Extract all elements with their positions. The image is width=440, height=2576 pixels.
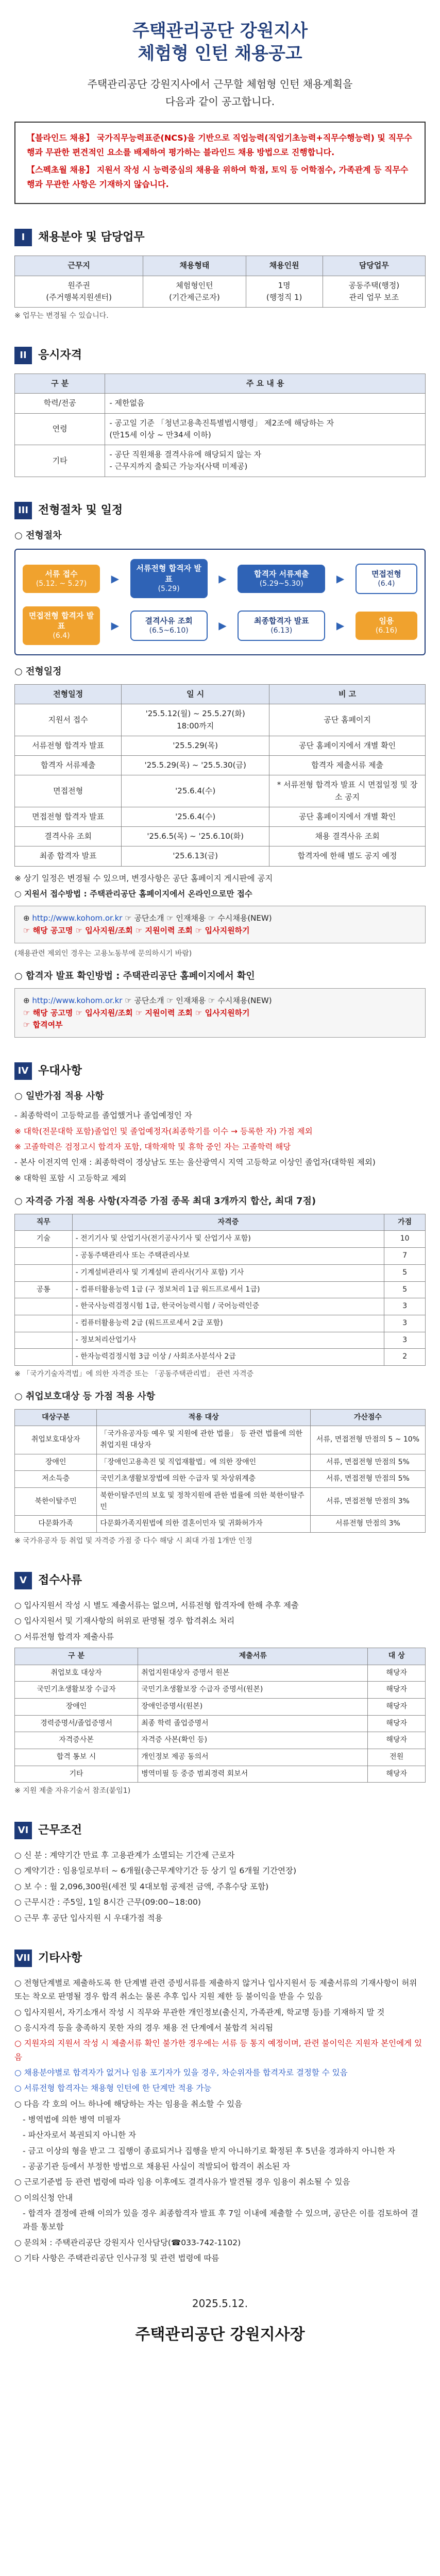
table-cell: 북한이탈주민 <box>15 1487 97 1515</box>
table-row <box>15 1426 426 1454</box>
table-row <box>15 1766 426 1783</box>
table-cell: 개인정보 제공 동의서 <box>138 1749 368 1766</box>
apply-path: ☞ 공단소개 ☞ 인재채용 ☞ 수시채용(NEW) <box>125 913 272 923</box>
list-item: ※ 대학원 포함 시 고등학교 제외 <box>14 1173 127 1183</box>
process-row-2 <box>23 606 417 645</box>
step-date: (6.5~6.10) <box>149 626 189 635</box>
table-cell: 3 <box>384 1298 426 1315</box>
documents-note: ※ 지원 제출 자유기술서 참조(붙임1) <box>14 1787 131 1795</box>
table-row <box>15 736 426 755</box>
table-cell: - 공단 직원채용 결격사유에 해당되지 않는 자 - 근무지까지 출퇴근 가능자(사택 미제공) <box>105 445 426 477</box>
table-cell: 서류, 면접전형 만점의 3% <box>310 1487 425 1515</box>
etc-list <box>14 1976 426 2265</box>
section-5-title: 접수사류 <box>38 1573 82 1587</box>
table-cell: '25.5.29(목) ~ '25.5.30(금) <box>122 756 269 775</box>
section-2-title: 응시자격 <box>38 348 82 362</box>
position-table <box>14 256 426 308</box>
table-row <box>15 1332 426 1349</box>
schedule-heading: ○ 전형일정 <box>14 666 62 677</box>
table-cell: - 정보처리산업기사 <box>72 1332 384 1349</box>
step-appointment <box>356 612 417 640</box>
step-date: (5.29~5.30) <box>259 579 303 588</box>
step-document-result <box>130 559 208 598</box>
table-cell: 병역미필 등 중증 범죄경력 회보서 <box>138 1766 368 1783</box>
section-1-number: I <box>14 229 32 246</box>
table-cell: - 컴퓨터활용능력 1급 (구 정보처리 1급 워드프로세서 1급) <box>72 1281 384 1298</box>
step-interview-result <box>23 606 100 645</box>
step-final-result <box>238 611 325 641</box>
table-header: 채용형태 <box>143 256 246 276</box>
list-item: ○ 입사지원서 및 기재사항의 허위로 판명될 경우 합격취소 처리 <box>14 1616 235 1626</box>
table-row <box>15 807 426 826</box>
list-item: ※ 대학(전문대학 포함)졸업인 및 졸업예정자(최종학기를 이수 → 등록한 자) 가점 제외 <box>14 1126 313 1136</box>
process-row-1 <box>23 559 417 598</box>
table-row <box>15 1698 426 1715</box>
step-label: 최종합격자 발표 <box>253 616 309 625</box>
protection-heading: ○ 취업보호대상 등 가점 적용 사항 <box>14 1391 156 1402</box>
process-flow <box>14 549 426 655</box>
documents-table <box>14 1648 426 1783</box>
table-cell: 경력증명서/졸업증명서 <box>15 1715 138 1732</box>
table-cell: 지원서 접수 <box>15 704 122 736</box>
table-cell: 장애인 <box>15 1698 138 1715</box>
list-item: - 파산자로서 복권되지 아니한 자 <box>23 2130 136 2140</box>
table-cell: 국민기초생활보장법에 의한 수급자 및 차상위계층 <box>97 1471 310 1488</box>
table-header: 주 요 내 용 <box>105 374 426 394</box>
table-cell: 해당자 <box>368 1732 426 1749</box>
section-4-title: 우대사항 <box>38 1064 82 1078</box>
section-4-header <box>14 1062 426 1080</box>
table-cell: 장애인증명서(원본) <box>138 1698 368 1715</box>
arrow-right-icon: ▶ <box>336 572 345 585</box>
table-cell: 해당자 <box>368 1682 426 1699</box>
link-note: (채용관련 제외인 경우는 고용노동부에 문의하시기 바람) <box>14 949 192 958</box>
subtitle-line-2: 다음과 같이 공고합니다. <box>165 95 275 108</box>
step-date: (5.29) <box>158 584 180 593</box>
section-1-header <box>14 229 426 246</box>
table-row <box>15 704 426 736</box>
step-date: (6.13) <box>270 626 293 635</box>
table-cell: - 공동주택관리사 또는 주택관리사보 <box>72 1248 384 1265</box>
section-5-number: V <box>14 1572 32 1589</box>
table-cell: 공통 <box>15 1281 73 1298</box>
process-heading: ○ 전형절차 <box>14 530 62 541</box>
protection-table <box>14 1409 426 1533</box>
table-row <box>15 846 426 866</box>
table-row <box>15 276 426 308</box>
table-row <box>15 1749 426 1766</box>
step-date: (6.4) <box>53 632 70 640</box>
table-cell: 면접전형 합격자 발표 <box>15 807 122 826</box>
section-3-header <box>14 502 426 519</box>
table-cell: 서류, 면접전형 만점의 5 ~ 10% <box>310 1426 425 1454</box>
table-row <box>15 775 426 807</box>
list-item: ○ 신 분 : 계약기간 만료 후 고용관계가 소멸되는 기간제 근로자 <box>14 1851 235 1860</box>
section-7-title: 기타사항 <box>38 1951 82 1964</box>
table-cell: 체험형인턴 (기간제근로자) <box>143 276 246 308</box>
list-item: ○ 전형단계별로 제출하도록 한 단계별 관련 증빙서류를 제출하지 않거나 입사지원서 등 제출서류의 기재사항이 허위 또는 착오로 판명될 경우 합격 취소는 물론 추후 입사 지원 제한 등 불이익을 받을 수 있음 <box>14 1978 417 2002</box>
globe-icon: ⊕ <box>23 913 32 923</box>
table-row <box>15 756 426 775</box>
table-cell: 최종 학력 졸업증명서 <box>138 1715 368 1732</box>
list-item: ○ 지원자의 지원서 작성 시 제출서류 확인 불가한 경우에는 서류 등 통지 예정이며, 관련 불이익은 지원자 본인에게 있음 <box>14 2039 422 2062</box>
step-document-submit <box>238 565 325 593</box>
table-cell: 공단 홈페이지에서 개별 확인 <box>269 736 426 755</box>
table-header: 담당업무 <box>323 256 425 276</box>
table-cell: 「국가유공자등 예우 및 지원에 관한 법률」 등 관련 법률에 의한 취업지원 대상자 <box>97 1426 310 1454</box>
table-cell <box>15 1349 73 1366</box>
section-7-header <box>14 1950 426 1967</box>
apply-path-2: ☞ 해당 공고명 ☞ 입사지원/조회 ☞ 지원이력 조회 ☞ 입사지원하기 <box>23 925 250 935</box>
arrow-right-icon: ▶ <box>218 619 227 632</box>
table-cell <box>15 1298 73 1315</box>
table-cell: 면접전형 <box>15 775 122 807</box>
table-cell: 최종 합격자 발표 <box>15 846 122 866</box>
documents-list <box>14 1599 426 1643</box>
table-cell: 학력/전공 <box>15 394 105 413</box>
table-row <box>15 1665 426 1682</box>
table-cell: '25.5.29(목) <box>122 736 269 755</box>
table-cell: 해당자 <box>368 1766 426 1783</box>
list-item: ○ 기타 사항은 주택관리공단 인사규정 및 관련 법령에 따름 <box>14 2253 219 2263</box>
apply-link-box <box>14 906 426 943</box>
issuer-name: 주택관리공단 강원지사장 <box>135 2326 305 2344</box>
table-cell <box>15 1315 73 1332</box>
table-cell: 기타 <box>15 445 105 477</box>
section-6-number: VI <box>14 1822 32 1839</box>
arrow-right-icon: ▶ <box>111 572 120 585</box>
table-header: 근무지 <box>15 256 143 276</box>
table-row <box>15 1281 426 1298</box>
table-row <box>15 1264 426 1281</box>
list-item: ○ 입사지원서 작성 시 별도 제출서류는 없으며, 서류전형 합격자에 한해 추후 제출 <box>14 1600 299 1610</box>
step-label: 결격사유 조회 <box>145 616 193 625</box>
list-item: ○ 문의처 : 주택관리공단 강원지사 인사담당(☎033-742-1102) <box>14 2238 241 2247</box>
table-cell: 취업보호대상자 <box>15 1426 97 1454</box>
table-cell: 전원 <box>368 1749 426 1766</box>
section-2-header <box>14 347 426 364</box>
list-item: ○ 입사지원서, 자기소개서 작성 시 직무와 무관한 개인정보(출신지, 가족관계, 학교명 등)를 기재하지 말 것 <box>14 2007 385 2017</box>
table-cell: 기술 <box>15 1231 73 1248</box>
section-2-number: II <box>14 347 32 364</box>
table-row <box>15 1454 426 1471</box>
table-row <box>15 1487 426 1515</box>
section-1-note: ※ 업무는 변경될 수 있습니다. <box>14 312 109 320</box>
main-title: 체험형 인턴 채용공고 <box>138 43 302 64</box>
table-cell: 국민기초생활보장 수급자 증명서(원본) <box>138 1682 368 1699</box>
table-cell: - 제한없음 <box>105 394 426 413</box>
table-row <box>15 445 426 477</box>
table-row <box>15 1682 426 1699</box>
table-cell: 서류, 면접전형 만점의 5% <box>310 1454 425 1471</box>
table-cell: 저소득층 <box>15 1471 97 1488</box>
table-cell: '25.6.5(목) ~ '25.6.10(화) <box>122 827 269 846</box>
list-item: ○ 계약기간 : 임용일로부터 ~ 6개월(충근무계약기간 등 상기 일 6개월 기간연장) <box>14 1866 297 1876</box>
table-row <box>15 1248 426 1265</box>
table-cell: 공단 홈페이지에서 개별 확인 <box>269 807 426 826</box>
table-cell: '25.6.13(금) <box>122 846 269 866</box>
table-cell <box>15 1264 73 1281</box>
table-cell: - 컴퓨터활용능력 2급 (워드프로세서 2급 포함) <box>72 1315 384 1332</box>
table-cell: 「장애인고용촉진 및 직업재활법」에 의한 장애인 <box>97 1454 310 1471</box>
table-cell: 장애인 <box>15 1454 97 1471</box>
table-cell: 10 <box>384 1231 426 1248</box>
table-cell: '25.5.12(월) ~ 25.5.27(화) 18:00까지 <box>122 704 269 736</box>
list-item: - 공공기관 등에서 부정한 방법으로 채용된 사실이 적발되어 합격이 취소된 자 <box>23 2162 291 2172</box>
table-header: 적용 대상 <box>97 1409 310 1426</box>
table-row <box>15 1471 426 1488</box>
table-cell: 5 <box>384 1264 426 1281</box>
table-cell: 해당자 <box>368 1715 426 1732</box>
table-header: 채용인원 <box>246 256 323 276</box>
conditions-list <box>14 1849 426 1925</box>
section-6-title: 근무조건 <box>38 1824 82 1837</box>
step-label: 면접전형 <box>371 569 401 579</box>
confirm-path: ☞ 공단소개 ☞ 인재채용 ☞ 수시채용(NEW) <box>125 996 272 1006</box>
table-cell <box>15 1332 73 1349</box>
table-cell: 자격증사본 <box>15 1732 138 1749</box>
table-row <box>15 1715 426 1732</box>
section-7-number: VII <box>14 1950 32 1967</box>
list-item: ○ 다음 각 호의 어느 하나에 해당하는 자는 임용을 취소할 수 있음 <box>14 2099 243 2109</box>
table-header: 비 고 <box>269 685 426 704</box>
table-header: 전형일정 <box>15 685 122 704</box>
general-bonus-heading: ○ 일반가점 적용 사항 <box>14 1091 104 1102</box>
org-title: 주택관리공단 강원지사 <box>132 21 308 41</box>
table-row <box>15 394 426 413</box>
arrow-right-icon: ▶ <box>218 572 227 585</box>
confirm-heading: ○ 합격자 발표 확인방법 : 주택관리공단 홈페이지에서 확인 <box>14 970 255 981</box>
table-row <box>15 413 426 445</box>
table-cell: - 한자능력검정시험 3급 이상 / 사회조사분석사 2급 <box>72 1349 384 1366</box>
table-cell: 3 <box>384 1332 426 1349</box>
table-cell: 채용 결격사유 조회 <box>269 827 426 846</box>
protection-note: ※ 국가유공자 등 취업 및 자격증 가점 중 다수 해당 시 최대 가점 1개만 인정 <box>14 1537 252 1546</box>
table-cell: 2 <box>384 1349 426 1366</box>
table-cell: 1명 (행정직 1) <box>246 276 323 308</box>
title-block <box>14 0 426 65</box>
table-cell: 국민기초생활보장 수급자 <box>15 1682 138 1699</box>
qualification-table <box>14 374 426 477</box>
table-cell: 공동주택(행정) 관리 업무 보조 <box>323 276 425 308</box>
confirm-path-3: ☞ 합격여부 <box>23 1020 63 1029</box>
table-header: 가점 <box>384 1214 426 1231</box>
table-cell: * 서류전형 합격자 발표 시 면접일정 및 장소 공지 <box>269 775 426 807</box>
table-row <box>15 1349 426 1366</box>
table-row <box>15 1231 426 1248</box>
table-cell: 북한이탈주민의 보호 및 정착지원에 관한 법률에 의한 북한이탈주민 <box>97 1487 310 1515</box>
confirm-link-box <box>14 988 426 1038</box>
step-date: (5.12. ~ 5.27) <box>36 579 87 588</box>
step-label: 합격자 서류제출 <box>253 569 309 579</box>
step-application <box>23 565 100 593</box>
step-label: 임용 <box>379 616 394 625</box>
table-cell: '25.6.4(수) <box>122 775 269 807</box>
list-item: - 병역법에 의한 병역 미필자 <box>23 2115 121 2125</box>
step-date: (6.16) <box>375 626 397 635</box>
table-cell: 취업보호 대상자 <box>15 1665 138 1682</box>
section-3-title: 전형절차 및 일정 <box>38 503 123 517</box>
list-item: ○ 근로기준법 등 관련 법령에 따라 임용 이후에도 결격사유가 발견될 경우 임용이 취소될 수 있음 <box>14 2177 350 2187</box>
table-cell: - 기계설비관리사 및 기계설비 관리사(기사 포함) 기사 <box>72 1264 384 1281</box>
table-cell: 서류전형 합격자 발표 <box>15 736 122 755</box>
table-row <box>15 1516 426 1533</box>
list-item: ○ 서류전형 합격자는 채용형 인턴에 한 단계만 적용 가능 <box>14 2083 212 2093</box>
table-cell: 다문화가족 <box>15 1516 97 1533</box>
table-cell: '25.6.4(수) <box>122 807 269 826</box>
table-header: 직무 <box>15 1214 73 1231</box>
homepage-link[interactable]: http://www.kohom.or.kr <box>32 996 123 1006</box>
table-cell: 7 <box>384 1248 426 1265</box>
table-cell: 합격자 서류제출 <box>15 756 122 775</box>
list-item: - 금고 이상의 형을 받고 그 집행이 종료되거나 집행을 받지 아니하기로 확정된 후 5년을 경과하지 아니한 자 <box>23 2146 396 2156</box>
schedule-note: ※ 상기 일정은 변경될 수 있으며, 변경사항은 공단 홈페이지 게시판에 공지 <box>14 873 273 883</box>
table-header: 구 분 <box>15 1648 138 1665</box>
table-cell: - 전기기사 및 산업기사(전기공사기사 및 산업기사 포함) <box>72 1231 384 1248</box>
table-header: 자격증 <box>72 1214 384 1231</box>
table-cell: 3 <box>384 1315 426 1332</box>
blind-hiring-text: 【블라인드 채용】 국가직무능력표준(NCS)을 기반으로 직업능력(직업기초능력+직무수행능력) 및 직무수행과 무관한 편견적인 요소를 배제하여 평가하는 블라인드 채용 방법으로 진행합니다. <box>27 133 412 158</box>
table-cell: 합격 통보 시 <box>15 1749 138 1766</box>
table-cell: 해당자 <box>368 1665 426 1682</box>
table-row <box>15 1732 426 1749</box>
subtitle-line-1: 주택관리공단 강원지사에서 근무할 체험형 인턴 채용계획을 <box>87 78 353 91</box>
section-3-number: III <box>14 502 32 519</box>
confirm-path-2: ☞ 해당 공고명 ☞ 입사지원/조회 ☞ 지원이력 조회 ☞ 입사지원하기 <box>23 1008 250 1018</box>
table-cell: - 한국사능력검정시험 1급, 한국어능력시험 / 국어능력인증 <box>72 1298 384 1315</box>
step-date: (6.4) <box>378 579 395 588</box>
list-item: - 합격자 결정에 관해 이의가 있을 경우 최종합격자 발표 후 7일 이내에 제출할 수 있으며, 공단은 이를 검토하여 결과를 통보함 <box>23 2209 418 2232</box>
table-cell: 합격자 제출서류 제출 <box>269 756 426 775</box>
list-item: ○ 이의신청 안내 <box>14 2193 73 2202</box>
table-cell: 연령 <box>15 413 105 445</box>
schedule-table <box>14 684 426 867</box>
globe-icon: ⊕ <box>23 996 32 1006</box>
table-header: 일 시 <box>122 685 269 704</box>
apply-method: ○ 지원서 접수방법 : 주택관리공단 홈페이지에서 온라인으로만 접수 <box>14 889 252 899</box>
step-interview <box>356 564 417 594</box>
list-item: - 최종학력이 고등학교를 졸업했거나 졸업예정인 자 <box>14 1111 192 1121</box>
section-4-number: IV <box>14 1062 32 1080</box>
arrow-right-icon: ▶ <box>111 619 120 632</box>
homepage-link[interactable]: http://www.kohom.or.kr <box>32 913 123 923</box>
intro-box <box>14 122 426 204</box>
list-item: ○ 서류전형 합격자 제출사류 <box>14 1632 114 1641</box>
list-item: ○ 근무 후 공단 입사지원 시 우대가점 적용 <box>14 1913 163 1923</box>
section-5-header <box>14 1572 426 1589</box>
license-note: ※ 「국가기술자격법」에 의한 자격증 또는 「공동주택관리법」 관련 자격증 <box>14 1369 254 1378</box>
list-item: ※ 고졸학력은 검정고시 합격자 포함, 대학재학 및 휴학 중인 자는 고졸학력 해당 <box>14 1142 291 1151</box>
table-row <box>15 1315 426 1332</box>
general-bonus-list <box>14 1109 426 1185</box>
table-cell: 5 <box>384 1281 426 1298</box>
step-background-check <box>130 611 208 641</box>
list-item: ○ 근무시간 : 주5일, 1일 8시간 근무(09:00~18:00) <box>14 1897 201 1907</box>
license-bonus-heading: ○ 자격증 가점 적용 사항(자격증 가점 종목 최대 3개까지 합산, 최대 7점) <box>14 1195 316 1207</box>
table-cell: 합격자에 한해 별도 공지 예정 <box>269 846 426 866</box>
table-cell: 자격증 사본(확인 등) <box>138 1732 368 1749</box>
step-label: 면접전형 합격자 발표 <box>28 611 94 631</box>
table-cell: 취업지원대상자 증명서 원본 <box>138 1665 368 1682</box>
table-cell: 공단 홈페이지 <box>269 704 426 736</box>
table-cell <box>15 1248 73 1265</box>
subtitle <box>14 75 426 110</box>
table-cell: 원주권 (주거행복지원센터) <box>15 276 143 308</box>
list-item: ○ 응시자격 등을 충족하지 못한 자의 경우 채용 전 단계에서 불합격 처리됨 <box>14 2023 273 2032</box>
table-cell: 다문화가족지원법에 의한 결혼이민자 및 귀화허가자 <box>97 1516 310 1533</box>
table-cell: 서류전형 만점의 3% <box>310 1516 425 1533</box>
table-row <box>15 1298 426 1315</box>
license-table <box>14 1214 426 1366</box>
list-item: - 본사 이전지역 인재 : 최종학력이 경상남도 또는 울산광역시 지역 고등학교 이상인 졸업자(대학원 제외) <box>14 1158 376 1167</box>
table-header: 대 상 <box>368 1648 426 1665</box>
table-cell: 해당자 <box>368 1698 426 1715</box>
schedule-notes <box>14 872 426 901</box>
table-cell: 결격사유 조회 <box>15 827 122 846</box>
step-label: 서류 접수 <box>45 569 78 579</box>
table-row <box>15 827 426 846</box>
table-cell: 기타 <box>15 1766 138 1783</box>
spec-free-text: 【스펙초월 채용】 지원서 작성 시 능력중심의 채용을 위하여 학점, 토익 등 어학점수, 가족관계 등 직무수행과 무관한 사항은 기재하지 않습니다. <box>27 165 409 190</box>
list-item: ○ 보 수 : 월 2,096,300원(세전 및 4대보험 공제전 금액, 주휴수당 포함) <box>14 1882 269 1891</box>
section-1-title: 채용분야 및 담당업무 <box>38 231 145 244</box>
table-header: 대상구분 <box>15 1409 97 1426</box>
section-6-header <box>14 1822 426 1839</box>
table-header: 구 분 <box>15 374 105 394</box>
table-cell: - 공고일 기준 「청년고용촉진특별법시행령」 제2조에 해당하는 자 (만15세 이상 ~ 만34세 이하) <box>105 413 426 445</box>
list-item: ○ 채용분야별로 합격자가 없거나 임용 포기자가 있을 경우, 차순위자를 합격자로 결정할 수 있음 <box>14 2068 348 2077</box>
arrow-right-icon: ▶ <box>336 619 345 632</box>
table-header: 제출서류 <box>138 1648 368 1665</box>
announcement-date: 2025.5.12. <box>192 2297 248 2310</box>
table-cell: 서류, 면접전형 만점의 5% <box>310 1471 425 1488</box>
table-header: 가산점수 <box>310 1409 425 1426</box>
step-label: 서류전형 합격자 발표 <box>136 564 201 584</box>
